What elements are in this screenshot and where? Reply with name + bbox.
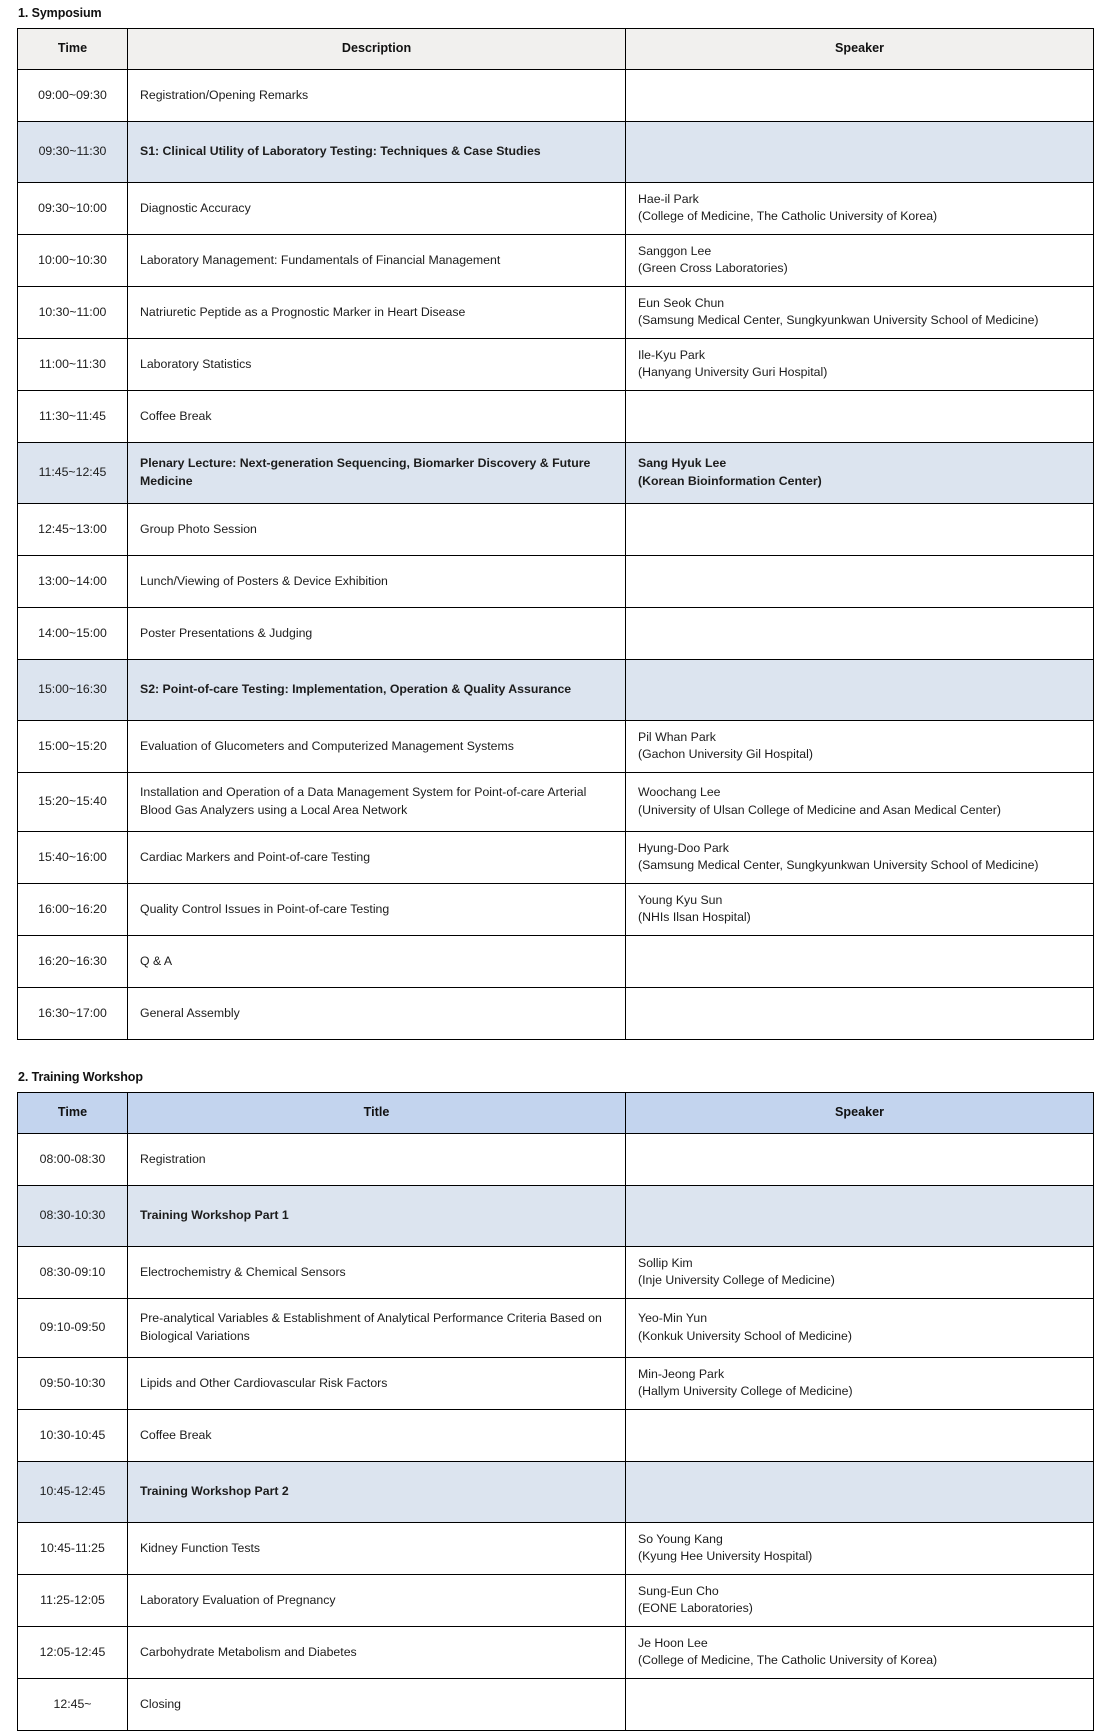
schedule-sections (17, 6, 1093, 1731)
column-header: Description (128, 29, 626, 70)
cell-speaker (626, 1185, 1094, 1246)
table-row (18, 338, 1094, 390)
section-heading: 2. Training Workshop (18, 1069, 143, 1084)
table-header-row (18, 29, 1094, 70)
table-row (18, 1574, 1094, 1626)
cell-description: Laboratory Evaluation of Pregnancy (128, 1574, 626, 1626)
cell-time: 10:45-12:45 (18, 1461, 128, 1522)
speaker-affiliation: (Konkuk University School of Medicine) (638, 1328, 852, 1343)
cell-description: Coffee Break (128, 1409, 626, 1461)
speaker-name: Sollip Kim (638, 1255, 693, 1270)
cell-speaker (626, 1522, 1094, 1574)
cell-time: 15:20~15:40 (18, 772, 128, 831)
cell-description: Laboratory Management: Fundamentals of Financial Management (128, 234, 626, 286)
table-row (18, 555, 1094, 607)
schedule-table (17, 1092, 1094, 1731)
cell-description: Diagnostic Accuracy (128, 182, 626, 234)
speaker-affiliation: (Korean Bioinformation Center) (638, 473, 822, 488)
cell-time: 15:40~16:00 (18, 831, 128, 883)
cell-speaker (626, 121, 1094, 182)
cell-time: 10:30~11:00 (18, 286, 128, 338)
cell-speaker (626, 1133, 1094, 1185)
table-header-row (18, 1092, 1094, 1133)
cell-speaker (626, 182, 1094, 234)
cell-time: 14:00~15:00 (18, 607, 128, 659)
section-title-row (18, 1185, 1094, 1246)
column-header: Speaker (626, 29, 1094, 70)
cell-description: Registration (128, 1133, 626, 1185)
cell-speaker (626, 1298, 1094, 1357)
cell-speaker (626, 831, 1094, 883)
speaker-name: So Young Kang (638, 1531, 723, 1546)
cell-speaker (626, 1574, 1094, 1626)
cell-description: Pre-analytical Variables & Establishment of Analytical Performance Criteria Based on Biological Variations (128, 1298, 626, 1357)
speaker-affiliation: (Inje University College of Medicine) (638, 1273, 835, 1288)
cell-speaker (626, 1678, 1094, 1730)
cell-speaker (626, 1626, 1094, 1678)
cell-time: 12:45~13:00 (18, 503, 128, 555)
cell-description: Lipids and Other Cardiovascular Risk Factors (128, 1357, 626, 1409)
cell-speaker (626, 987, 1094, 1039)
cell-description: General Assembly (128, 987, 626, 1039)
speaker-affiliation: (Samsung Medical Center, Sungkyunkwan University School of Medicine) (638, 858, 1039, 873)
speaker-affiliation: (Samsung Medical Center, Sungkyunkwan University School of Medicine) (638, 313, 1039, 328)
cell-speaker (626, 555, 1094, 607)
cell-time: 11:45~12:45 (18, 442, 128, 503)
cell-time: 08:00-08:30 (18, 1133, 128, 1185)
cell-speaker (626, 286, 1094, 338)
cell-speaker (626, 69, 1094, 121)
cell-description: Electrochemistry & Chemical Sensors (128, 1246, 626, 1298)
table-row (18, 182, 1094, 234)
cell-time: 11:25-12:05 (18, 1574, 128, 1626)
cell-section-title: S1: Clinical Utility of Laboratory Testing: Techniques & Case Studies (128, 121, 626, 182)
cell-speaker (626, 1357, 1094, 1409)
table-row (18, 69, 1094, 121)
cell-time: 09:10-09:50 (18, 1298, 128, 1357)
cell-section-title: Plenary Lecture: Next-generation Sequencing, Biomarker Discovery & Future Medicine (128, 442, 626, 503)
cell-time: 11:30~11:45 (18, 390, 128, 442)
table-row (18, 935, 1094, 987)
cell-speaker (626, 720, 1094, 772)
speaker-name: Woochang Lee (638, 785, 721, 800)
cell-description: Natriuretic Peptide as a Prognostic Marker in Heart Disease (128, 286, 626, 338)
cell-time: 16:30~17:00 (18, 987, 128, 1039)
table-row (18, 1522, 1094, 1574)
section-heading: 1. Symposium (18, 6, 102, 20)
cell-time: 11:00~11:30 (18, 338, 128, 390)
table-row (18, 286, 1094, 338)
cell-description: Closing (128, 1678, 626, 1730)
speaker-affiliation: (Kyung Hee University Hospital) (638, 1549, 813, 1564)
cell-description: Evaluation of Glucometers and Computerized Management Systems (128, 720, 626, 772)
speaker-name: Young Kyu Sun (638, 892, 723, 907)
speaker-name: Min-Jeong Park (638, 1366, 725, 1381)
cell-speaker (626, 659, 1094, 720)
cell-section-title: Training Workshop Part 2 (128, 1461, 626, 1522)
cell-speaker (626, 883, 1094, 935)
cell-speaker (626, 390, 1094, 442)
cell-description: Kidney Function Tests (128, 1522, 626, 1574)
cell-description: Group Photo Session (128, 503, 626, 555)
section-title-row (18, 121, 1094, 182)
speaker-affiliation: (Gachon University Gil Hospital) (638, 747, 813, 762)
column-header: Time (18, 29, 128, 70)
table-row (18, 883, 1094, 935)
speaker-affiliation: (EONE Laboratories) (638, 1601, 753, 1616)
table-row (18, 1626, 1094, 1678)
cell-speaker (626, 935, 1094, 987)
cell-speaker (626, 503, 1094, 555)
cell-time: 09:30~11:30 (18, 121, 128, 182)
section-title-row (18, 442, 1094, 503)
cell-section-title: Training Workshop Part 1 (128, 1185, 626, 1246)
table-row (18, 503, 1094, 555)
table-row (18, 234, 1094, 286)
cell-description: Poster Presentations & Judging (128, 607, 626, 659)
cell-time: 15:00~16:30 (18, 659, 128, 720)
table-row (18, 1133, 1094, 1185)
cell-description: Lunch/Viewing of Posters & Device Exhibition (128, 555, 626, 607)
table-row (18, 720, 1094, 772)
cell-section-title: S2: Point-of-care Testing: Implementation, Operation & Quality Assurance (128, 659, 626, 720)
column-header: Time (18, 1092, 128, 1133)
section-title-row (18, 659, 1094, 720)
cell-time: 16:20~16:30 (18, 935, 128, 987)
schedule-table (17, 28, 1094, 1040)
cell-description: Installation and Operation of a Data Management System for Point-of-care Arterial Blood Gas Analyzers using a Local Area Network (128, 772, 626, 831)
speaker-affiliation: (University of Ulsan College of Medicine and Asan Medical Center) (638, 802, 1001, 817)
cell-speaker (626, 1461, 1094, 1522)
section-title-row (18, 1461, 1094, 1522)
cell-time: 09:50-10:30 (18, 1357, 128, 1409)
cell-time: 16:00~16:20 (18, 883, 128, 935)
speaker-name: Je Hoon Lee (638, 1635, 708, 1650)
cell-description: Registration/Opening Remarks (128, 69, 626, 121)
table-row (18, 772, 1094, 831)
table-row (18, 1357, 1094, 1409)
speaker-name: Yeo-Min Yun (638, 1311, 708, 1326)
cell-speaker (626, 1246, 1094, 1298)
cell-description: Carbohydrate Metabolism and Diabetes (128, 1626, 626, 1678)
cell-speaker (626, 234, 1094, 286)
table-row (18, 1298, 1094, 1357)
section-gap (17, 1040, 1093, 1070)
speaker-affiliation: (NHIs Ilsan Hospital) (638, 910, 751, 925)
cell-time: 12:05-12:45 (18, 1626, 128, 1678)
cell-time: 15:00~15:20 (18, 720, 128, 772)
speaker-affiliation: (Green Cross Laboratories) (638, 261, 788, 276)
cell-description: Quality Control Issues in Point-of-care Testing (128, 883, 626, 935)
table-row (18, 1246, 1094, 1298)
cell-time: 10:30-10:45 (18, 1409, 128, 1461)
table-row (18, 831, 1094, 883)
speaker-affiliation: (College of Medicine, The Catholic University of Korea) (638, 1653, 938, 1668)
cell-speaker (626, 772, 1094, 831)
cell-speaker (626, 1409, 1094, 1461)
table-row (18, 607, 1094, 659)
column-header: Title (128, 1092, 626, 1133)
cell-description: Cardiac Markers and Point-of-care Testing (128, 831, 626, 883)
cell-speaker (626, 338, 1094, 390)
cell-time: 09:30~10:00 (18, 182, 128, 234)
cell-description: Coffee Break (128, 390, 626, 442)
column-header: Speaker (626, 1092, 1094, 1133)
speaker-name: Hyung-Doo Park (638, 840, 729, 855)
cell-time: 12:45~ (18, 1678, 128, 1730)
cell-time: 08:30-09:10 (18, 1246, 128, 1298)
cell-description: Q & A (128, 935, 626, 987)
cell-speaker (626, 607, 1094, 659)
cell-time: 09:00~09:30 (18, 69, 128, 121)
speaker-name: Eun Seok Chun (638, 295, 725, 310)
speaker-affiliation: (College of Medicine, The Catholic University of Korea) (638, 209, 938, 224)
speaker-name: Pil Whan Park (638, 729, 716, 744)
cell-time: 08:30-10:30 (18, 1185, 128, 1246)
speaker-name: Sanggon Lee (638, 243, 712, 258)
table-row (18, 390, 1094, 442)
speaker-name: Hae-il Park (638, 191, 699, 206)
speaker-name: Sang Hyuk Lee (638, 456, 727, 471)
table-row (18, 987, 1094, 1039)
cell-time: 13:00~14:00 (18, 555, 128, 607)
speaker-name: Ile-Kyu Park (638, 347, 705, 362)
speaker-name: Sung-Eun Cho (638, 1583, 719, 1598)
table-row (18, 1409, 1094, 1461)
speaker-affiliation: (Hanyang University Guri Hospital) (638, 365, 828, 380)
cell-description: Laboratory Statistics (128, 338, 626, 390)
table-row (18, 1678, 1094, 1730)
speaker-affiliation: (Hallym University College of Medicine) (638, 1384, 853, 1399)
cell-speaker (626, 442, 1094, 503)
cell-time: 10:00~10:30 (18, 234, 128, 286)
cell-time: 10:45-11:25 (18, 1522, 128, 1574)
